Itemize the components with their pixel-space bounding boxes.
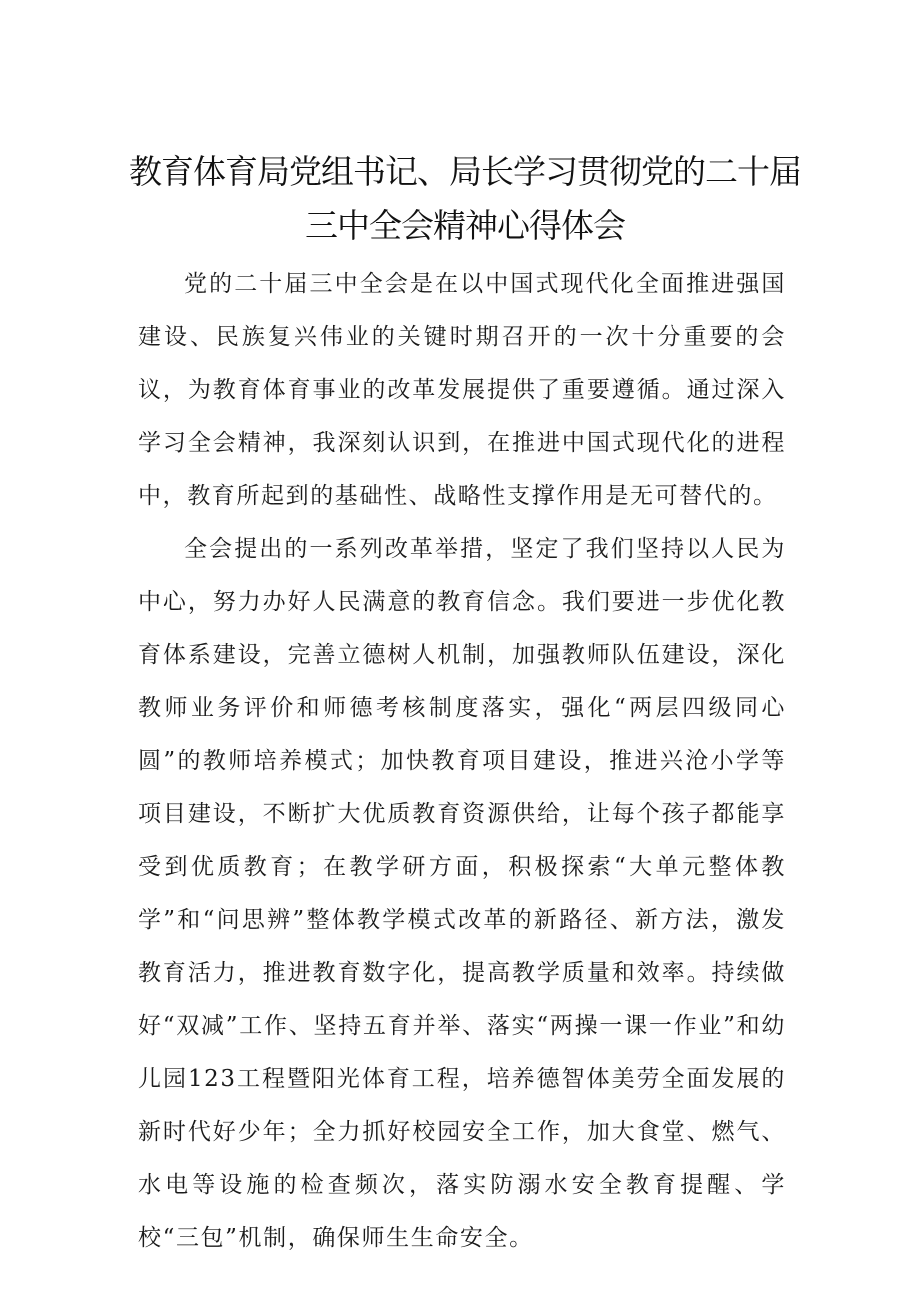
paragraph-2: 全会提出的一系列改革举措，坚定了我们坚持以人民为中心，努力办好人民满意的教育信念。我们要进一步优化教育体系建设，完善立德树人机制，加强教师队伍建设，深化教师业务评价和师德考核制度落实，强化“两层四级同心圆”的教师培养模式；加快教育项目建设，推进兴沧小学等项目建设，不断扩大优质教育资源供给，让每个孩子都能享受到优质教育；在教学研方面，积极探索“大单元整体教学”和“问思辨”整体教学模式改革的新路径、新方法，激发教育活力，推进教育数字化，提高教学质量和效率。持续做好“双减”工作、坚持五育并举、落实“两操一课一作业”和幼儿园123工程暨阳光体育工程，培养德智体美劳全面发展的新时代好少年；全力抓好校园安全工作，加大食堂、燃气、水电等设施的检查频次，落实防溺水安全教育提醒、学校“三包”机制，确保师生生命安全。 <box>138 536 786 1251</box>
document-body <box>138 258 786 1265</box>
paragraph-1: 党的二十届三中全会是在以中国式现代化全面推进强国建设、民族复兴伟业的关键时期召开的一次十分重要的会议，为教育体育事业的改革发展提供了重要遵循。通过深入学习全会精神，我深刻认识到，在推进中国式现代化的进程中，教育所起到的基础性、战略性支撑作用是无可替代的。 <box>138 271 786 509</box>
title-line-1: 教育体育局党组书记、局长学习贯彻党的二十届 <box>129 152 801 191</box>
title-line-2: 三中全会精神心得体会 <box>305 206 625 245</box>
document-title <box>120 145 810 253</box>
